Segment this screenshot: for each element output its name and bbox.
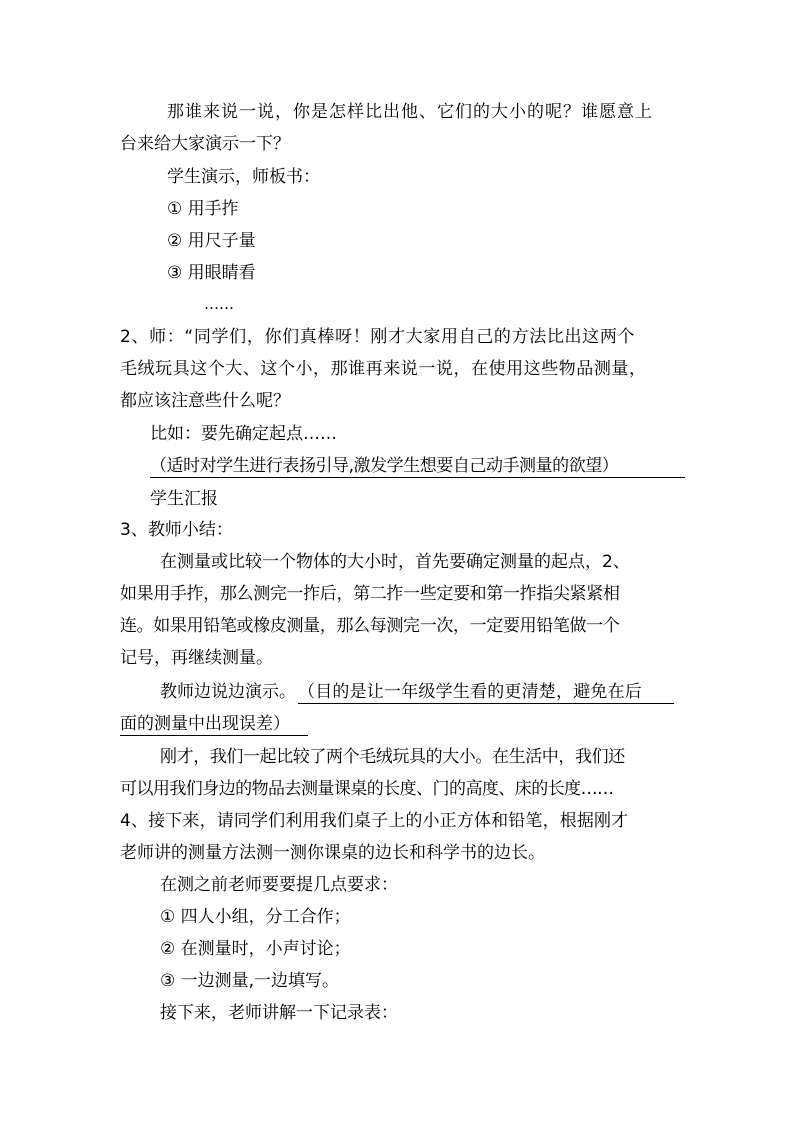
paragraph-line: 毛绒玩具这个大、这个小，那谁再来说一说，在使用这些物品测量， xyxy=(120,359,647,379)
list-item: ③ 用眼睛看 xyxy=(167,263,256,283)
paragraph-line: 学生汇报 xyxy=(150,489,218,509)
paragraph-line: 接下来，老师讲解一下记录表： xyxy=(160,1003,398,1023)
paragraph-line: 在测量或比较一个物体的大小时，首先要确定测量的起点，2、 xyxy=(160,552,630,572)
paragraph-line: 都应该注意些什么呢？ xyxy=(120,391,290,411)
underline xyxy=(120,735,308,736)
list-item: ② 用尺子量 xyxy=(167,231,256,251)
paragraph-line: 刚才，我们一起比较了两个毛绒玩具的大小。在生活中，我们还 xyxy=(160,747,625,767)
list-item: ③ 一边测量,一边填写。 xyxy=(160,971,340,991)
ellipsis-line: …… xyxy=(204,295,234,313)
paragraph-line: 记号，再继续测量。 xyxy=(120,648,273,668)
underline xyxy=(150,477,685,478)
paragraph-line: 如果用手拃，那么测完一拃后，第二拃一些定要和第一拃指尖紧紧相 xyxy=(120,584,620,604)
paragraph-line: 在测之前老师要要提几点要求： xyxy=(160,875,398,895)
paragraph-line: 2、师：“同学们，你们真棒呀！刚才大家用自己的方法比出这两个 xyxy=(120,327,636,347)
list-item: ① 用手拃 xyxy=(167,199,239,219)
underlined-note: （目的是让一年级学生看的更清楚，避免在后 xyxy=(298,682,642,702)
paragraph-line: 那谁来说一说，你是怎样比出他、它们的大小的呢？谁愿意上 xyxy=(167,102,653,122)
section-heading: 3、教师小结： xyxy=(120,520,233,540)
list-item: ② 在测量时，小声讨论； xyxy=(160,939,351,959)
underlined-note: （适时对学生进行表扬引导,激发学生想要自己动手测量的欲望） xyxy=(150,456,619,476)
paragraph-line: 学生演示，师板书： xyxy=(167,167,320,187)
paragraph-line: 可以用我们身边的物品去测量课桌的长度、门的高度、床的长度…… xyxy=(120,779,614,799)
paragraph-line: 老师讲的测量方法测一测你课桌的边长和科学书的边长。 xyxy=(120,843,545,863)
paragraph-line: 比如：要先确定起点…… xyxy=(150,424,337,444)
underline xyxy=(298,703,674,704)
paragraph-line: 连。如果用铅笔或橡皮测量，那么每测完一次，一定要用铅笔做一个 xyxy=(120,616,620,636)
paragraph-line: 台来给大家演示一下？ xyxy=(120,134,290,154)
list-item: ① 四人小组，分工合作； xyxy=(160,907,351,927)
paragraph-line: 教师边说边演示。 xyxy=(160,682,296,702)
paragraph-line: 4、接下来，请同学们利用我们桌子上的小正方体和铅笔，根据刚才 xyxy=(120,811,629,831)
underlined-note: 面的测量中出现误差） xyxy=(120,714,290,734)
